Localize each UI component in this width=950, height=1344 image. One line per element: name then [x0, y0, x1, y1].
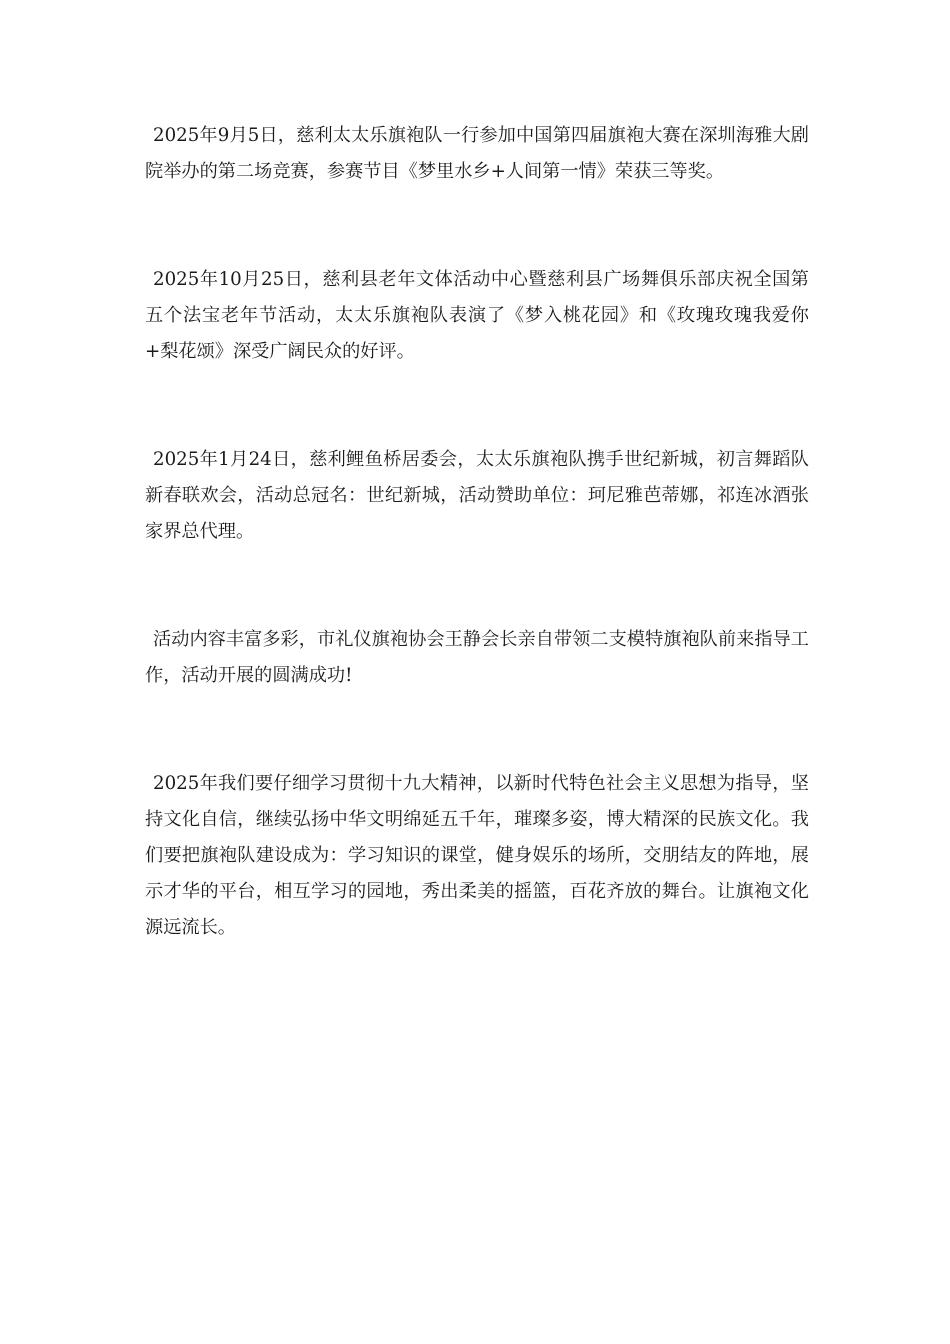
paragraph-spring-gala: 2025年1月24日，慈利鲤鱼桥居委会，太太乐旗袍队携手世纪新城，初言舞蹈队新春联欢会，活动总冠名：世纪新城，活动赞助单位：珂尼雅芭蒂娜，祁连冰酒张家界总代理。: [145, 449, 809, 542]
paragraph-activity-summary: 活动内容丰富多彩，市礼仪旗袍协会王静会长亲自带领二支模特旗袍队前来指导工作，活动开展的圆满成功!: [145, 629, 809, 686]
document-body: [145, 118, 809, 1018]
paragraph-future-plan: 2025年我们要仔细学习贯彻十九大精神，以新时代特色社会主义思想为指导，坚持文化自信，继续弘扬中华文明绵延五千年，璀璨多姿，博大精深的民族文化。我们要把旗袍队建设成为：学习知识的课堂，健身娱乐的场所，交朋结友的阵地，展示才华的平台，相互学习的园地，秀出柔美的摇篮，百花齐放的舞台。让旗袍文化源远流长。: [145, 773, 809, 938]
paragraph-competition-award: 2025年9月5日，慈利太太乐旗袍队一行参加中国第四届旗袍大赛在深圳海雅大剧院举办的第二场竞赛，参赛节目《梦里水乡+人间第一情》荣获三等奖。: [145, 125, 809, 182]
paragraph-elderly-festival: 2025年10月25日，慈利县老年文体活动中心暨慈利县广场舞俱乐部庆祝全国第五个法宝老年节活动，太太乐旗袍队表演了《梦入桃花园》和《玫瑰玫瑰我爱你+梨花颂》深受广阔民众的好评。: [145, 269, 809, 362]
